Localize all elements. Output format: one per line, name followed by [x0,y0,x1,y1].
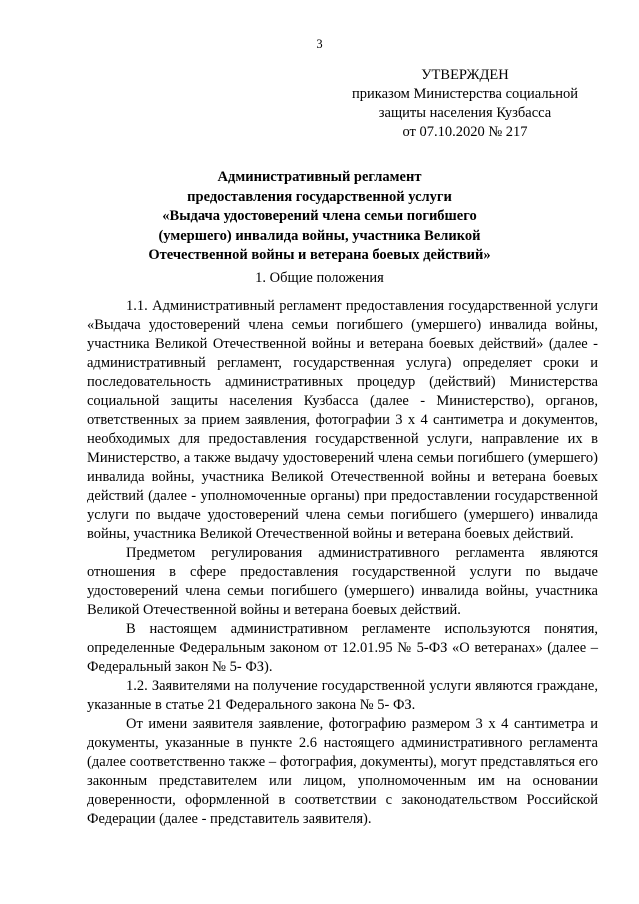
paragraph: 1.1. Административный регламент предоставления государственной услуги «Выдача удостоверений члена семьи погибшего (умершего) инвалида войны, участника Великой Отечественной войны и ветерана боевых действий» (далее - административный регламент, государственная услуга) определяет сроки и последовательность административных процедур (действий) Министерства социальной защиты населения Кузбасса (далее - Министерство), органов, ответственных за прием заявления, фотографии 3 х 4 сантиметра и документов, необходимых для предоставления государственной услуги, направление их в Министерство, а также выдачу удостоверений члена семьи погибшего (умершего) инвалида войны, участника Великой Отечественной войны и ветерана боевых действий (далее - уполномоченные органы) при предоставлении государственной услуги по выдаче удостоверений члена семьи погибшего (умершего) инвалида войны, участника Великой Отечественной войны и ветерана боевых действий. [87,298,598,542]
paragraph: Предметом регулирования административного регламента являются отношения в сфере предоставления государственной услуги по выдаче удостоверений члена семьи погибшего (умершего) инвалида войны, участника Великой Отечественной войны и ветерана боевых действий. [87,545,598,618]
approval-stamp [330,66,600,142]
paragraph: 1.2. Заявителями на получение государственной услуги являются граждане, указанные в статье 21 Федерального закона № 5- ФЗ. [87,678,598,713]
approval-line: защиты населения Кузбасса [378,105,552,121]
title-line: предоставления государственной услуги [187,188,452,205]
approval-line: УТВЕРЖДЕН [421,67,509,83]
document-body [87,297,598,829]
title-line: Административный регламент [217,169,422,185]
section-heading: 1. Общие положения [255,270,384,286]
document-title [60,168,579,266]
title-line: Отечественной войны и ветерана боевых действий» [148,247,491,263]
approval-line: от 07.10.2020 № 217 [402,124,528,140]
paragraph: От имени заявителя заявление, фотографию размером 3 х 4 сантиметра и документы, указанные в пункте 2.6 настоящего административного регламента (далее соответственно также – фотография, документы), могут представляться его законным представителем или лицом, уполномоченным им на основании доверенности, оформленной в соответствии с законодательством Российской Федерации (далее - представитель заявителя). [87,716,598,827]
paragraph: В настоящем административном регламенте используются понятия, определенные Федеральным законом от 12.01.95 № 5-ФЗ «О ветеранах» (далее – Федеральный закон № 5- ФЗ). [87,621,598,675]
title-line: (умершего) инвалида войны, участника Великой [158,227,481,244]
title-line: «Выдача удостоверений члена семьи погибшего [162,208,477,224]
page-number: 3 [316,37,323,51]
approval-line: приказом Министерства социальной [352,86,578,102]
